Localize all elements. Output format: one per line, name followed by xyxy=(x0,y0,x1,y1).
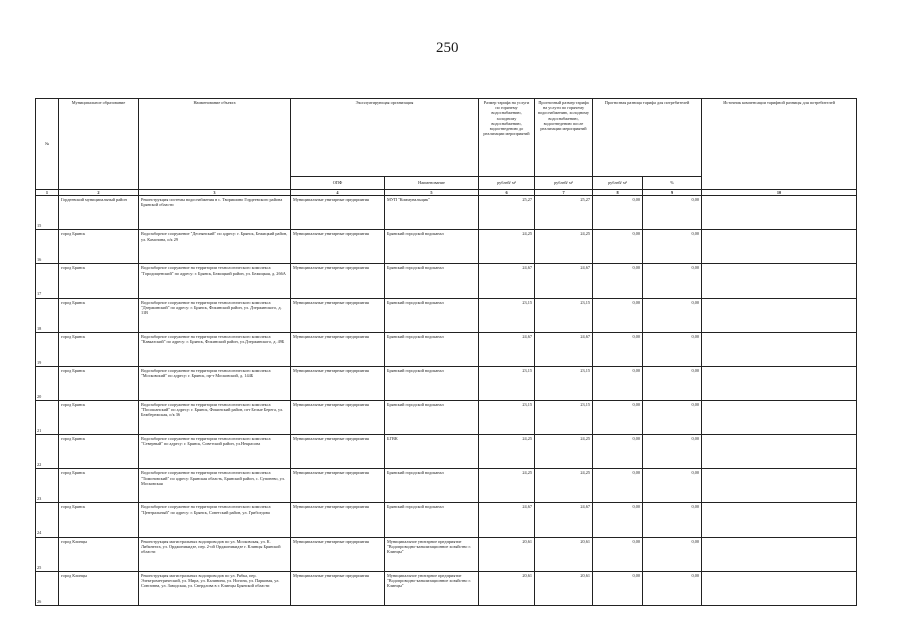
opf-cell: Муниципальные унитарные предприятия xyxy=(291,435,385,469)
municipality-cell: город Брянск xyxy=(59,332,139,366)
organization-cell: Брянский городской водоканал xyxy=(385,366,479,400)
tariff-after-cell: 24,25 xyxy=(535,469,593,503)
column-number: 4 xyxy=(291,190,385,196)
municipality-cell: город Брянск xyxy=(59,298,139,332)
row-number: 17 xyxy=(36,264,59,298)
tariff-after-cell: 24,25 xyxy=(535,435,593,469)
organization-cell: Брянский городской водоканал xyxy=(385,298,479,332)
organization-cell: МУП "Коммунальщик" xyxy=(385,196,479,230)
page-number: 250 xyxy=(436,40,459,56)
header-name: Наименование xyxy=(385,177,479,190)
source-cell xyxy=(702,264,857,298)
municipality-cell: город Брянск xyxy=(59,435,139,469)
municipality-cell: город Брянск xyxy=(59,264,139,298)
tariff-before-cell: 23,15 xyxy=(479,298,535,332)
tariff-before-cell: 24,25 xyxy=(479,230,535,264)
difference-cell: 0,00 xyxy=(593,435,643,469)
organization-cell: Брянский городской водоканал xyxy=(385,503,479,537)
percent-cell: 0,00 xyxy=(643,264,702,298)
tariff-after-cell: 23,15 xyxy=(535,366,593,400)
percent-cell: 0,00 xyxy=(643,571,702,605)
table-row xyxy=(36,401,857,435)
opf-cell: Муниципальные унитарные предприятия xyxy=(291,503,385,537)
municipality-cell: город Брянск xyxy=(59,401,139,435)
source-cell xyxy=(702,298,857,332)
row-number: 23 xyxy=(36,469,59,503)
tariff-before-cell: 24,67 xyxy=(479,503,535,537)
table-row xyxy=(36,332,857,366)
source-cell xyxy=(702,537,857,571)
tariff-after-cell: 24,67 xyxy=(535,503,593,537)
column-number: 6 xyxy=(479,190,535,196)
row-number: 20 xyxy=(36,366,59,400)
column-number: 2 xyxy=(59,190,139,196)
object-cell: Водозаборное сооружение на территории технологического комплекса "Тимоновский" по адресу: Брянская область, Брянский район, с. Супонево, ул. Московская xyxy=(139,469,291,503)
opf-cell: Муниципальные унитарные предприятия xyxy=(291,230,385,264)
row-number: 15 xyxy=(36,196,59,230)
difference-cell: 0,00 xyxy=(593,537,643,571)
object-cell: Реконструкция магистральных водопроводов по ул. Московская, ул. К. Либкнехта, ул. Орджоникидзе, пер. 2-ой Орджоникидзе г. Клинцы Брянской области xyxy=(139,537,291,571)
object-cell: Водозаборное сооружение на территории технологического комплекса "Центральный" по адресу: г. Брянск, Советский район, ул. Грибоедова xyxy=(139,503,291,537)
difference-cell: 0,00 xyxy=(593,196,643,230)
row-number: 26 xyxy=(36,571,59,605)
source-cell xyxy=(702,230,857,264)
source-cell xyxy=(702,435,857,469)
organization-cell: Муниципальное унитарное предприятие "Водопроводно-канализационное хозяйство г. Клинцы" xyxy=(385,537,479,571)
source-cell xyxy=(702,503,857,537)
object-cell: Водозаборное сооружение на территории технологического комплекса "Кавказский" по адресу: г. Брянск, Фокинский район, ул.Дзержинского, д. 49Б xyxy=(139,332,291,366)
table-row xyxy=(36,435,857,469)
table-row xyxy=(36,230,857,264)
tariff-before-cell: 24,25 xyxy=(479,469,535,503)
source-cell xyxy=(702,469,857,503)
municipality-cell: Гордеевский муниципальный район xyxy=(59,196,139,230)
tariff-after-cell: 20,61 xyxy=(535,537,593,571)
table-row xyxy=(36,196,857,230)
object-cell: Водозаборное сооружение на территории технологического комплекса "Городищенский" по адресу: г. Брянск, Бежицкий район, ул. Бежицкая, д. 266А xyxy=(139,264,291,298)
tariff-after-cell: 24,67 xyxy=(535,264,593,298)
column-number: 3 xyxy=(139,190,291,196)
source-cell xyxy=(702,332,857,366)
header-no: № xyxy=(36,99,59,190)
opf-cell: Муниципальные унитарные предприятия xyxy=(291,401,385,435)
table-row xyxy=(36,503,857,537)
difference-cell: 0,00 xyxy=(593,571,643,605)
object-cell: Водозаборное сооружение на территории технологического комплекса "Дзержинский" по адресу: г. Брянск, Фокинский район, ул. Дзержинского, д. 11В xyxy=(139,298,291,332)
tariff-after-cell: 24,25 xyxy=(535,230,593,264)
header-unit-diff: рублей/ м³ xyxy=(593,177,643,190)
table-row xyxy=(36,571,857,605)
header-unit-after: рублей/ м³ xyxy=(535,177,593,190)
tariff-before-cell: 24,67 xyxy=(479,264,535,298)
percent-cell: 0,00 xyxy=(643,298,702,332)
municipality-cell: город Брянск xyxy=(59,469,139,503)
opf-cell: Муниципальные унитарные предприятия xyxy=(291,332,385,366)
table-row xyxy=(36,298,857,332)
opf-cell: Муниципальные унитарные предприятия xyxy=(291,196,385,230)
header-operator: Эксплуатирующая организация xyxy=(291,99,479,177)
opf-cell: Муниципальные унитарные предприятия xyxy=(291,469,385,503)
object-cell: Реконструкция магистральных водопроводов по ул. Рябка, пер. Электрометрический, ул. Мира, ул. Калинина, ул. Ногина, ул. Парковая, ул. Союзовна, ул. Заводская, ул. Свердлова в г. Клинцы Брянской области xyxy=(139,571,291,605)
table-row xyxy=(36,366,857,400)
municipality-cell: город Клинцы xyxy=(59,571,139,605)
column-number: 1 xyxy=(36,190,59,196)
row-number: 16 xyxy=(36,230,59,264)
organization-cell: Брянский городской водоканал xyxy=(385,401,479,435)
header-tariff-after: Прогнозный размер тарифа на услуги по горячему водоснабжению, холодному водоснабжению, водоотведению после реализации мероприятий xyxy=(535,99,593,177)
column-number: 5 xyxy=(385,190,479,196)
row-number: 18 xyxy=(36,298,59,332)
tariff-after-cell: 20,61 xyxy=(535,571,593,605)
row-number: 22 xyxy=(36,435,59,469)
municipality-cell: город Брянск xyxy=(59,503,139,537)
column-number: 10 xyxy=(702,190,857,196)
opf-cell: Муниципальные унитарные предприятия xyxy=(291,537,385,571)
object-cell: Водозаборное сооружение "Деснянский" по адресу: г. Брянск, Бежицкий район, ул. Камозина, о/к 29 xyxy=(139,230,291,264)
table-row xyxy=(36,264,857,298)
organization-cell: Брянский городской водоканал xyxy=(385,469,479,503)
header-difference: Прогнозная разница тарифа для потребителей xyxy=(593,99,702,177)
opf-cell: Муниципальные унитарные предприятия xyxy=(291,366,385,400)
column-number: 8 xyxy=(593,190,643,196)
header-percent: % xyxy=(643,177,702,190)
percent-cell: 0,00 xyxy=(643,469,702,503)
object-cell: Водозаборное сооружение на территории технологического комплекса "Московский" по адресу: г. Брянск, пр-т Московский, д. 144Б xyxy=(139,366,291,400)
header-source: Источник компенсации тарифной разницы для потребителей xyxy=(702,99,857,190)
header-opf: ОПФ xyxy=(291,177,385,190)
percent-cell: 0,00 xyxy=(643,537,702,571)
row-number: 21 xyxy=(36,401,59,435)
difference-cell: 0,00 xyxy=(593,401,643,435)
tariff-before-cell: 23,15 xyxy=(479,401,535,435)
table-row xyxy=(36,537,857,571)
difference-cell: 0,00 xyxy=(593,230,643,264)
municipality-cell: город Брянск xyxy=(59,230,139,264)
percent-cell: 0,00 xyxy=(643,503,702,537)
organization-cell: БГВК xyxy=(385,435,479,469)
opf-cell: Муниципальные унитарные предприятия xyxy=(291,571,385,605)
tariff-after-cell: 23,15 xyxy=(535,298,593,332)
source-cell xyxy=(702,196,857,230)
percent-cell: 0,00 xyxy=(643,366,702,400)
organization-cell: Муниципальное унитарное предприятие "Водопроводно-канализационное хозяйство г. Клинцы" xyxy=(385,571,479,605)
difference-cell: 0,00 xyxy=(593,469,643,503)
table-row xyxy=(36,469,857,503)
source-cell xyxy=(702,401,857,435)
percent-cell: 0,00 xyxy=(643,435,702,469)
difference-cell: 0,00 xyxy=(593,366,643,400)
column-number: 9 xyxy=(643,190,702,196)
column-number: 7 xyxy=(535,190,593,196)
header-municipality: Муниципальное образование xyxy=(59,99,139,190)
difference-cell: 0,00 xyxy=(593,298,643,332)
header-tariff-before: Размер тарифа на услуги по горячему водоснабжению, холодному водоснабжению, водоотведению до реализации мероприятий xyxy=(479,99,535,177)
difference-cell: 0,00 xyxy=(593,503,643,537)
tariff-before-cell: 24,25 xyxy=(479,435,535,469)
header-unit-before: рублей/ м³ xyxy=(479,177,535,190)
percent-cell: 0,00 xyxy=(643,332,702,366)
header-object: Наименование объекта xyxy=(139,99,291,190)
organization-cell: Брянский городской водоканал xyxy=(385,264,479,298)
tariff-before-cell: 24,67 xyxy=(479,332,535,366)
object-cell: Реконструкция системы водоснабжения в с. Творишино Гордеевского района Брянской области xyxy=(139,196,291,230)
row-number: 24 xyxy=(36,503,59,537)
tariff-table xyxy=(35,98,857,606)
percent-cell: 0,00 xyxy=(643,196,702,230)
difference-cell: 0,00 xyxy=(593,332,643,366)
source-cell xyxy=(702,366,857,400)
organization-cell: Брянский городской водоканал xyxy=(385,230,479,264)
source-cell xyxy=(702,571,857,605)
percent-cell: 0,00 xyxy=(643,401,702,435)
tariff-before-cell: 20,61 xyxy=(479,571,535,605)
tariff-after-cell: 23,15 xyxy=(535,401,593,435)
difference-cell: 0,00 xyxy=(593,264,643,298)
row-number: 25 xyxy=(36,537,59,571)
object-cell: Водозаборное сооружение на территории технологического комплекса "Северный" по адресу: г. Брянск, Советский район, ул.Некрасова xyxy=(139,435,291,469)
tariff-after-cell: 24,67 xyxy=(535,332,593,366)
object-cell: Водозаборное сооружение на территории технологического комплекса "Посошанский" по адресу: г. Брянск, Фокинский район, пгт Белые Берега, ул. Бежбережская, о/к 36 xyxy=(139,401,291,435)
tariff-after-cell: 25,27 xyxy=(535,196,593,230)
tariff-before-cell: 25,27 xyxy=(479,196,535,230)
opf-cell: Муниципальные унитарные предприятия xyxy=(291,298,385,332)
table-body xyxy=(36,196,857,606)
opf-cell: Муниципальные унитарные предприятия xyxy=(291,264,385,298)
tariff-before-cell: 23,15 xyxy=(479,366,535,400)
organization-cell: Брянский городской водоканал xyxy=(385,332,479,366)
municipality-cell: город Брянск xyxy=(59,366,139,400)
municipality-cell: город Клинцы xyxy=(59,537,139,571)
row-number: 19 xyxy=(36,332,59,366)
percent-cell: 0,00 xyxy=(643,230,702,264)
tariff-before-cell: 20,61 xyxy=(479,537,535,571)
